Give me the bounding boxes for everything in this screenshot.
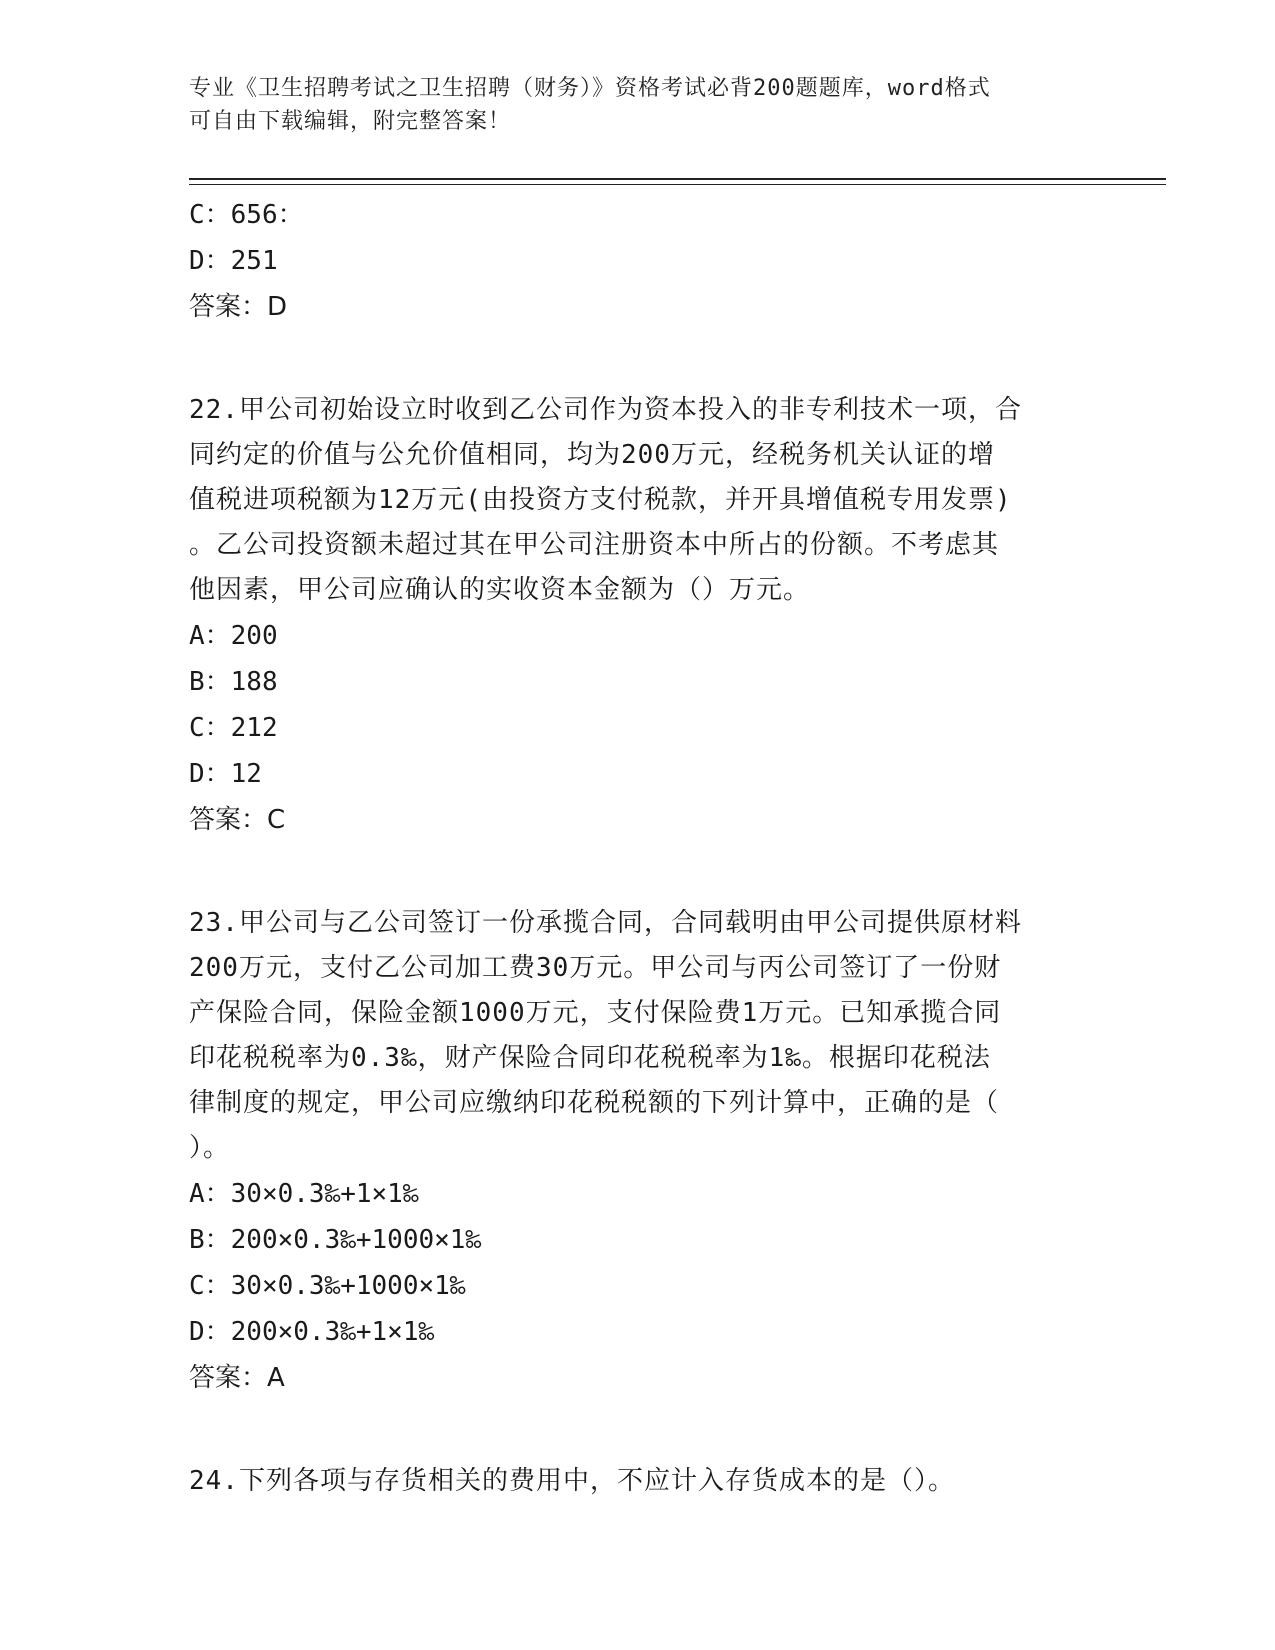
answer-line: 答案：D [189,292,288,322]
option-a: A：200 [189,621,278,651]
question-text-line: 律制度的规定，甲公司应缴纳印花税税额的下列计算中，正确的是（ [189,1088,1000,1118]
spacer [189,1401,1089,1459]
question-text-line: 同约定的价值与公允价值相同，均为200万元，经税务机关认证的增 [189,440,995,470]
question-text-line: 产保险合同，保险金额1000万元，支付保险费1万元。已知承揽合同 [189,998,1002,1028]
question-21-tail [189,192,1089,330]
question-text-line: 他因素，甲公司应确认的实收资本金额为（）万元。 [189,575,811,605]
document-header [189,72,1089,138]
option-c: C：30×0.3‰+1000×1‰ [189,1271,466,1301]
question-24 [189,1459,1089,1504]
option-d: D：200×0.3‰+1×1‰ [189,1317,435,1347]
option-a: A：30×0.3‰+1×1‰ [189,1179,419,1209]
question-text-line: 22.甲公司初始设立时收到乙公司作为资本投入的非专利技术一项，合 [189,395,1022,425]
option-d: D：12 [189,759,262,789]
question-content [189,192,1089,1504]
spacer [189,330,1089,388]
header-line-1: 专业《卫生招聘考试之卫生招聘（财务）》资格考试必背200题题库，word格式 [189,76,991,101]
answer-line: 答案：C [189,805,286,835]
header-line-2: 可自由下载编辑，附完整答案！ [189,109,512,134]
option-c: C：656： [189,200,304,230]
question-text-line: 200万元，支付乙公司加工费30万元。甲公司与丙公司签订了一份财 [189,953,1002,983]
header-divider-thin [189,184,1166,185]
question-text-line: 23.甲公司与乙公司签订一份承揽合同，合同载明由甲公司提供原材料 [189,908,1022,938]
option-d: D：251 [189,246,278,276]
header-divider-thick [189,178,1166,180]
spacer [189,843,1089,901]
option-c: C：212 [189,713,278,743]
question-text-line: 值税进项税额为12万元(由投资方支付税款，并开具增值税专用发票) [189,485,1012,515]
question-text-line: 24.下列各项与存货相关的费用中，不应计入存货成本的是（）。 [189,1466,955,1496]
question-22 [189,388,1089,843]
question-text-line: ）。 [189,1133,231,1163]
question-text-line: 印花税税率为0.3‰，财产保险合同印花税税率为1‰。根据印花税法 [189,1043,991,1073]
option-b: B：200×0.3‰+1000×1‰ [189,1225,482,1255]
question-23 [189,901,1089,1401]
option-b: B：188 [189,667,278,697]
answer-line: 答案：A [189,1363,285,1393]
question-text-line: 。乙公司投资额未超过其在甲公司注册资本中所占的份额。不考虑其 [189,530,1000,560]
